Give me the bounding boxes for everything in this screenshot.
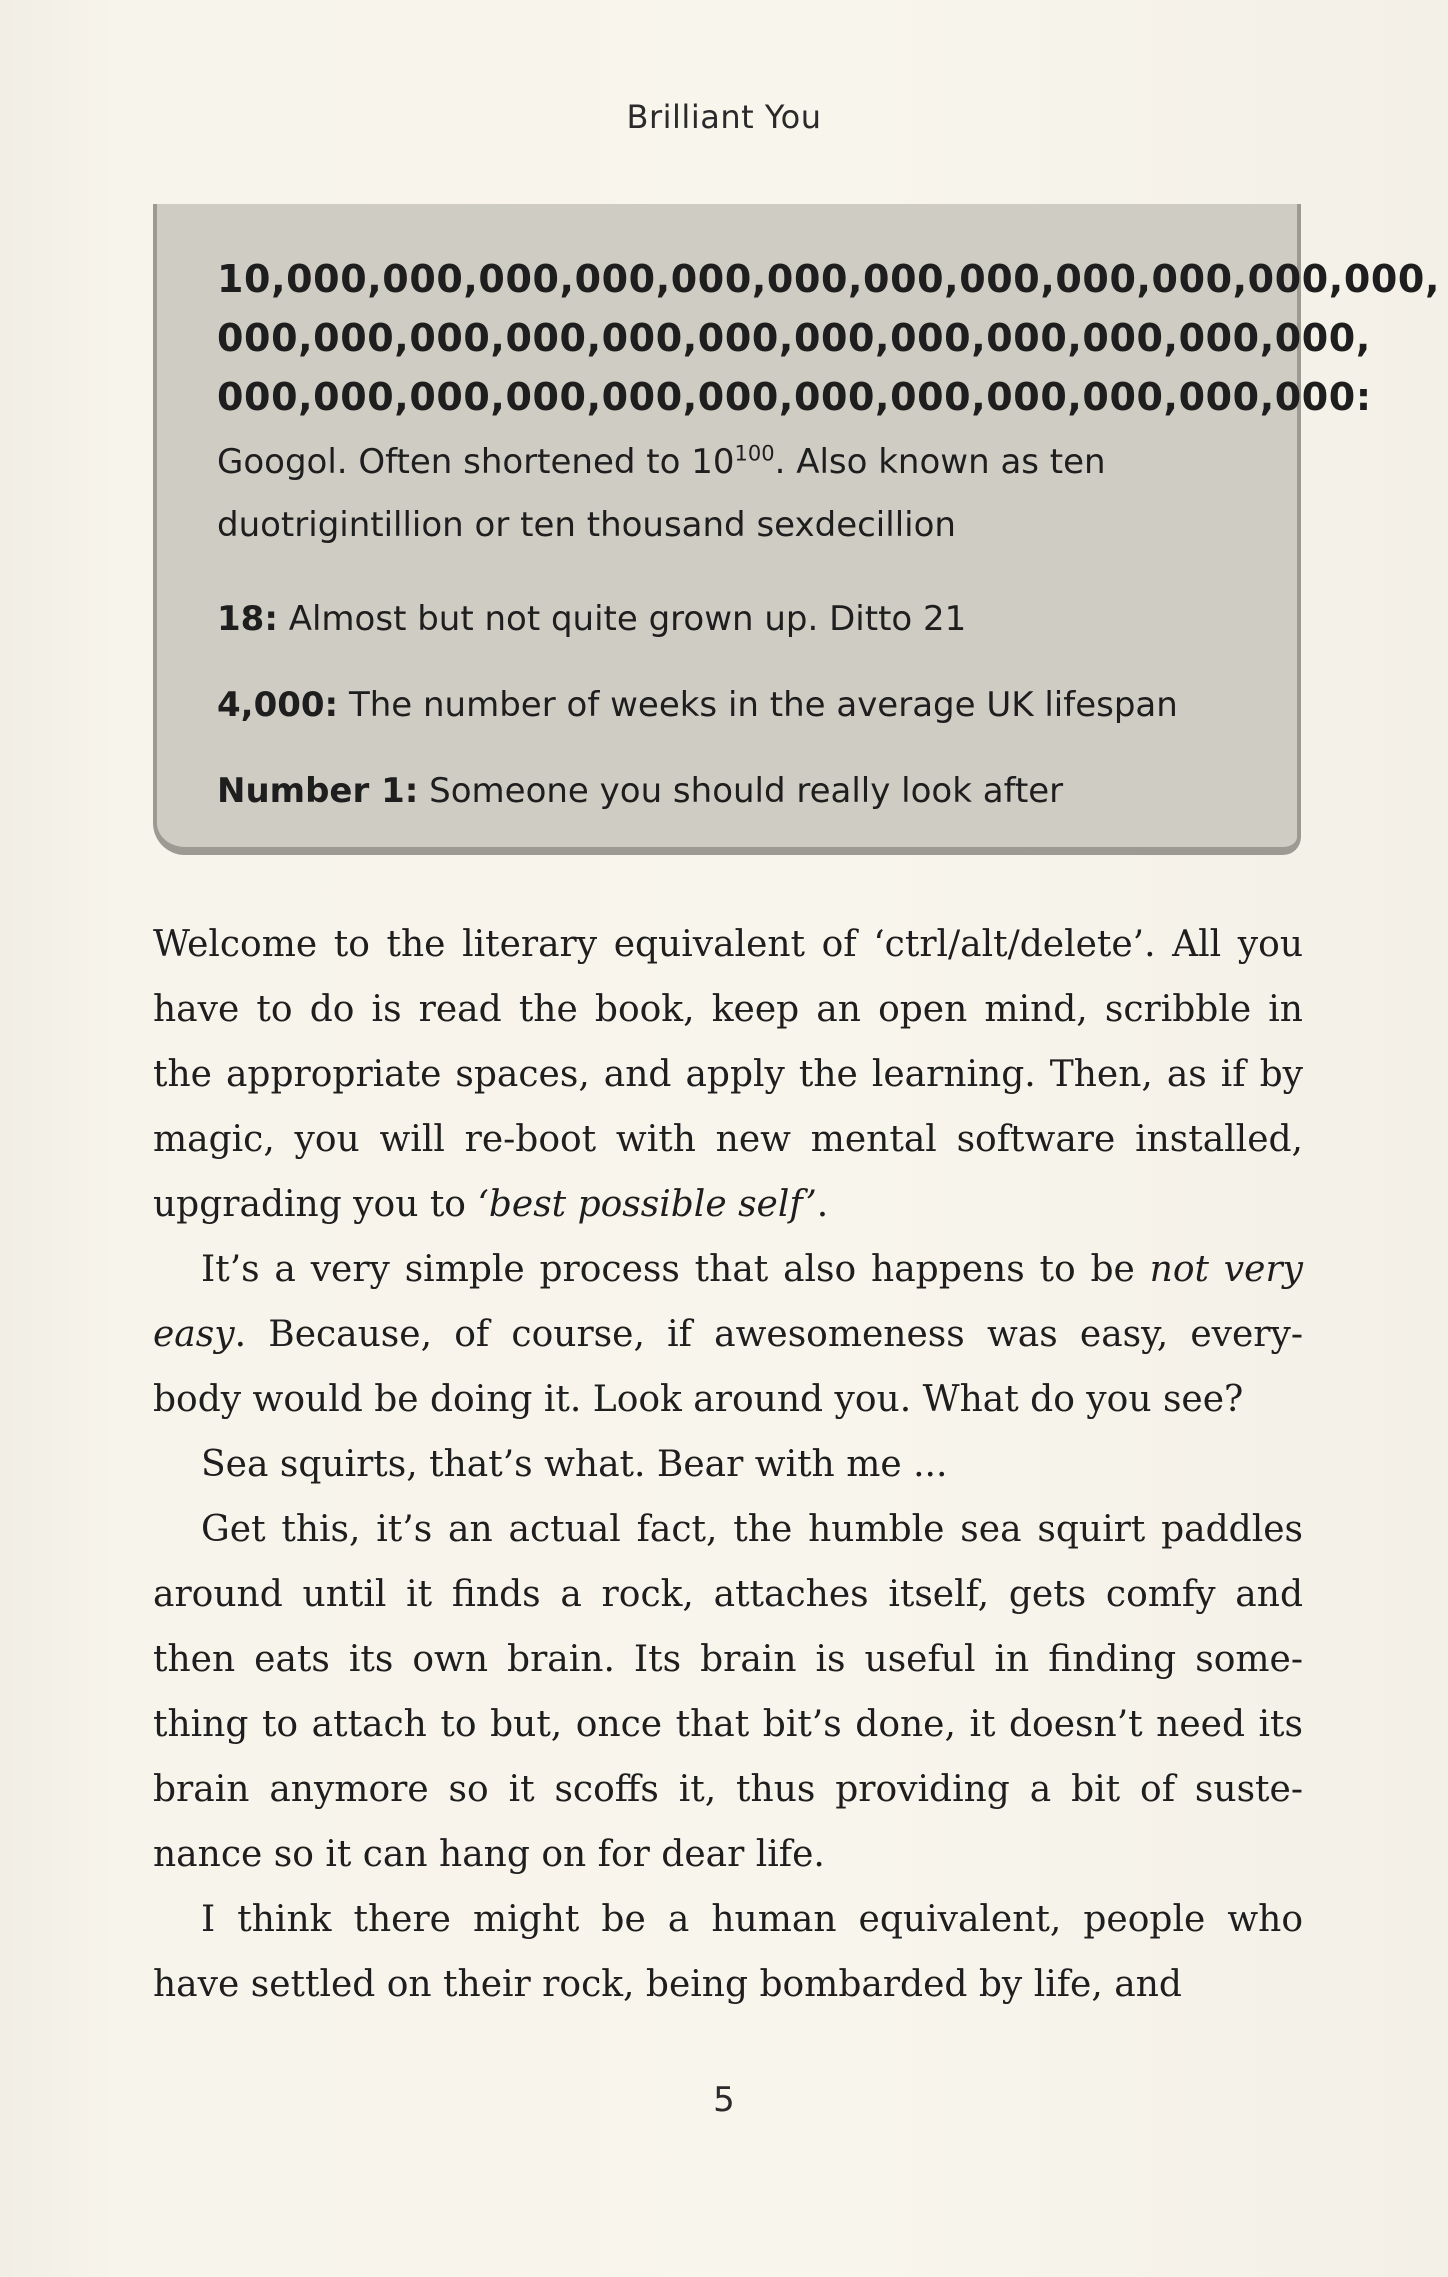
paragraph-2 xyxy=(153,1237,1303,1432)
fact-number-1 xyxy=(217,767,1237,815)
page-number: 5 xyxy=(713,2080,735,2120)
body-text xyxy=(153,912,1303,2017)
p2-text: It’s a very simple process that also happens to be xyxy=(201,1249,1150,1290)
paragraph-5: I think there might be a human equivalent, people who have settled on their rock, being bombarded by life, and xyxy=(153,1899,1303,2005)
googol-number-line-3: 000,000,000,000,000,000,000,000,000,000,000,000: xyxy=(217,375,1372,419)
fact-label: 18: xyxy=(217,599,278,639)
numbers-sidebar-box xyxy=(153,204,1440,855)
googol-number-line-2: 000,000,000,000,000,000,000,000,000,000,000,000, xyxy=(217,316,1371,360)
googol-desc-start: Googol. Often shortened to 10 xyxy=(217,442,735,482)
fact-text: The number of weeks in the average UK lifespan xyxy=(338,685,1178,725)
googol-description xyxy=(217,431,1237,557)
p1-end: . xyxy=(816,1184,829,1225)
fact-text: Almost but not quite grown up. Ditto 21 xyxy=(277,599,967,639)
paragraph-1 xyxy=(153,912,1303,1237)
paragraph-3: Sea squirts, that’s what. Bear with me ... xyxy=(201,1444,948,1485)
googol-exponent: 100 xyxy=(734,441,775,466)
fact-text: Someone you should really look after xyxy=(418,771,1064,811)
running-head: Brilliant You xyxy=(626,98,822,136)
googol-desc-end: . Also known as ten duotrigintillion or ten thousand sexdecillion xyxy=(217,442,1106,545)
p1-text: Welcome to the literary equivalent of ‘ctrl/alt/delete’. All you have to do is read the book, keep an open mind, scribble in the appropriate spaces, and apply the learning. Then, as if by magic, you will re-boot with new mental software installed, upgrading you to xyxy=(153,924,1303,1225)
p1-emphasis: ‘best possible self’ xyxy=(477,1184,817,1225)
fact-label: 4,000: xyxy=(217,685,339,725)
googol-number-line-1: 10,000,000,000,000,000,000,000,000,000,000,000,000, xyxy=(217,257,1440,301)
fact-label: Number 1: xyxy=(217,771,419,811)
p2-emphasis: not very easy xyxy=(153,1249,1303,1355)
paragraph-4: Get this, it’s an actual fact, the humble sea squirt paddles around until it finds a rock, attaches itself, gets comfy and then eats its own brain. Its brain is useful in finding some-thing to attach to but, once that bit’s done, it doesn’t need its brain anymore so it scoffs it, thus providing a bit of suste-nance so it can hang on for dear life. xyxy=(153,1509,1303,1875)
fact-18 xyxy=(217,595,1237,643)
p2-end: . Because, of course, if awesomeness was easy, every-body would be doing it. Look around you. What do you see? xyxy=(153,1314,1303,1420)
fact-4000 xyxy=(217,681,1237,729)
